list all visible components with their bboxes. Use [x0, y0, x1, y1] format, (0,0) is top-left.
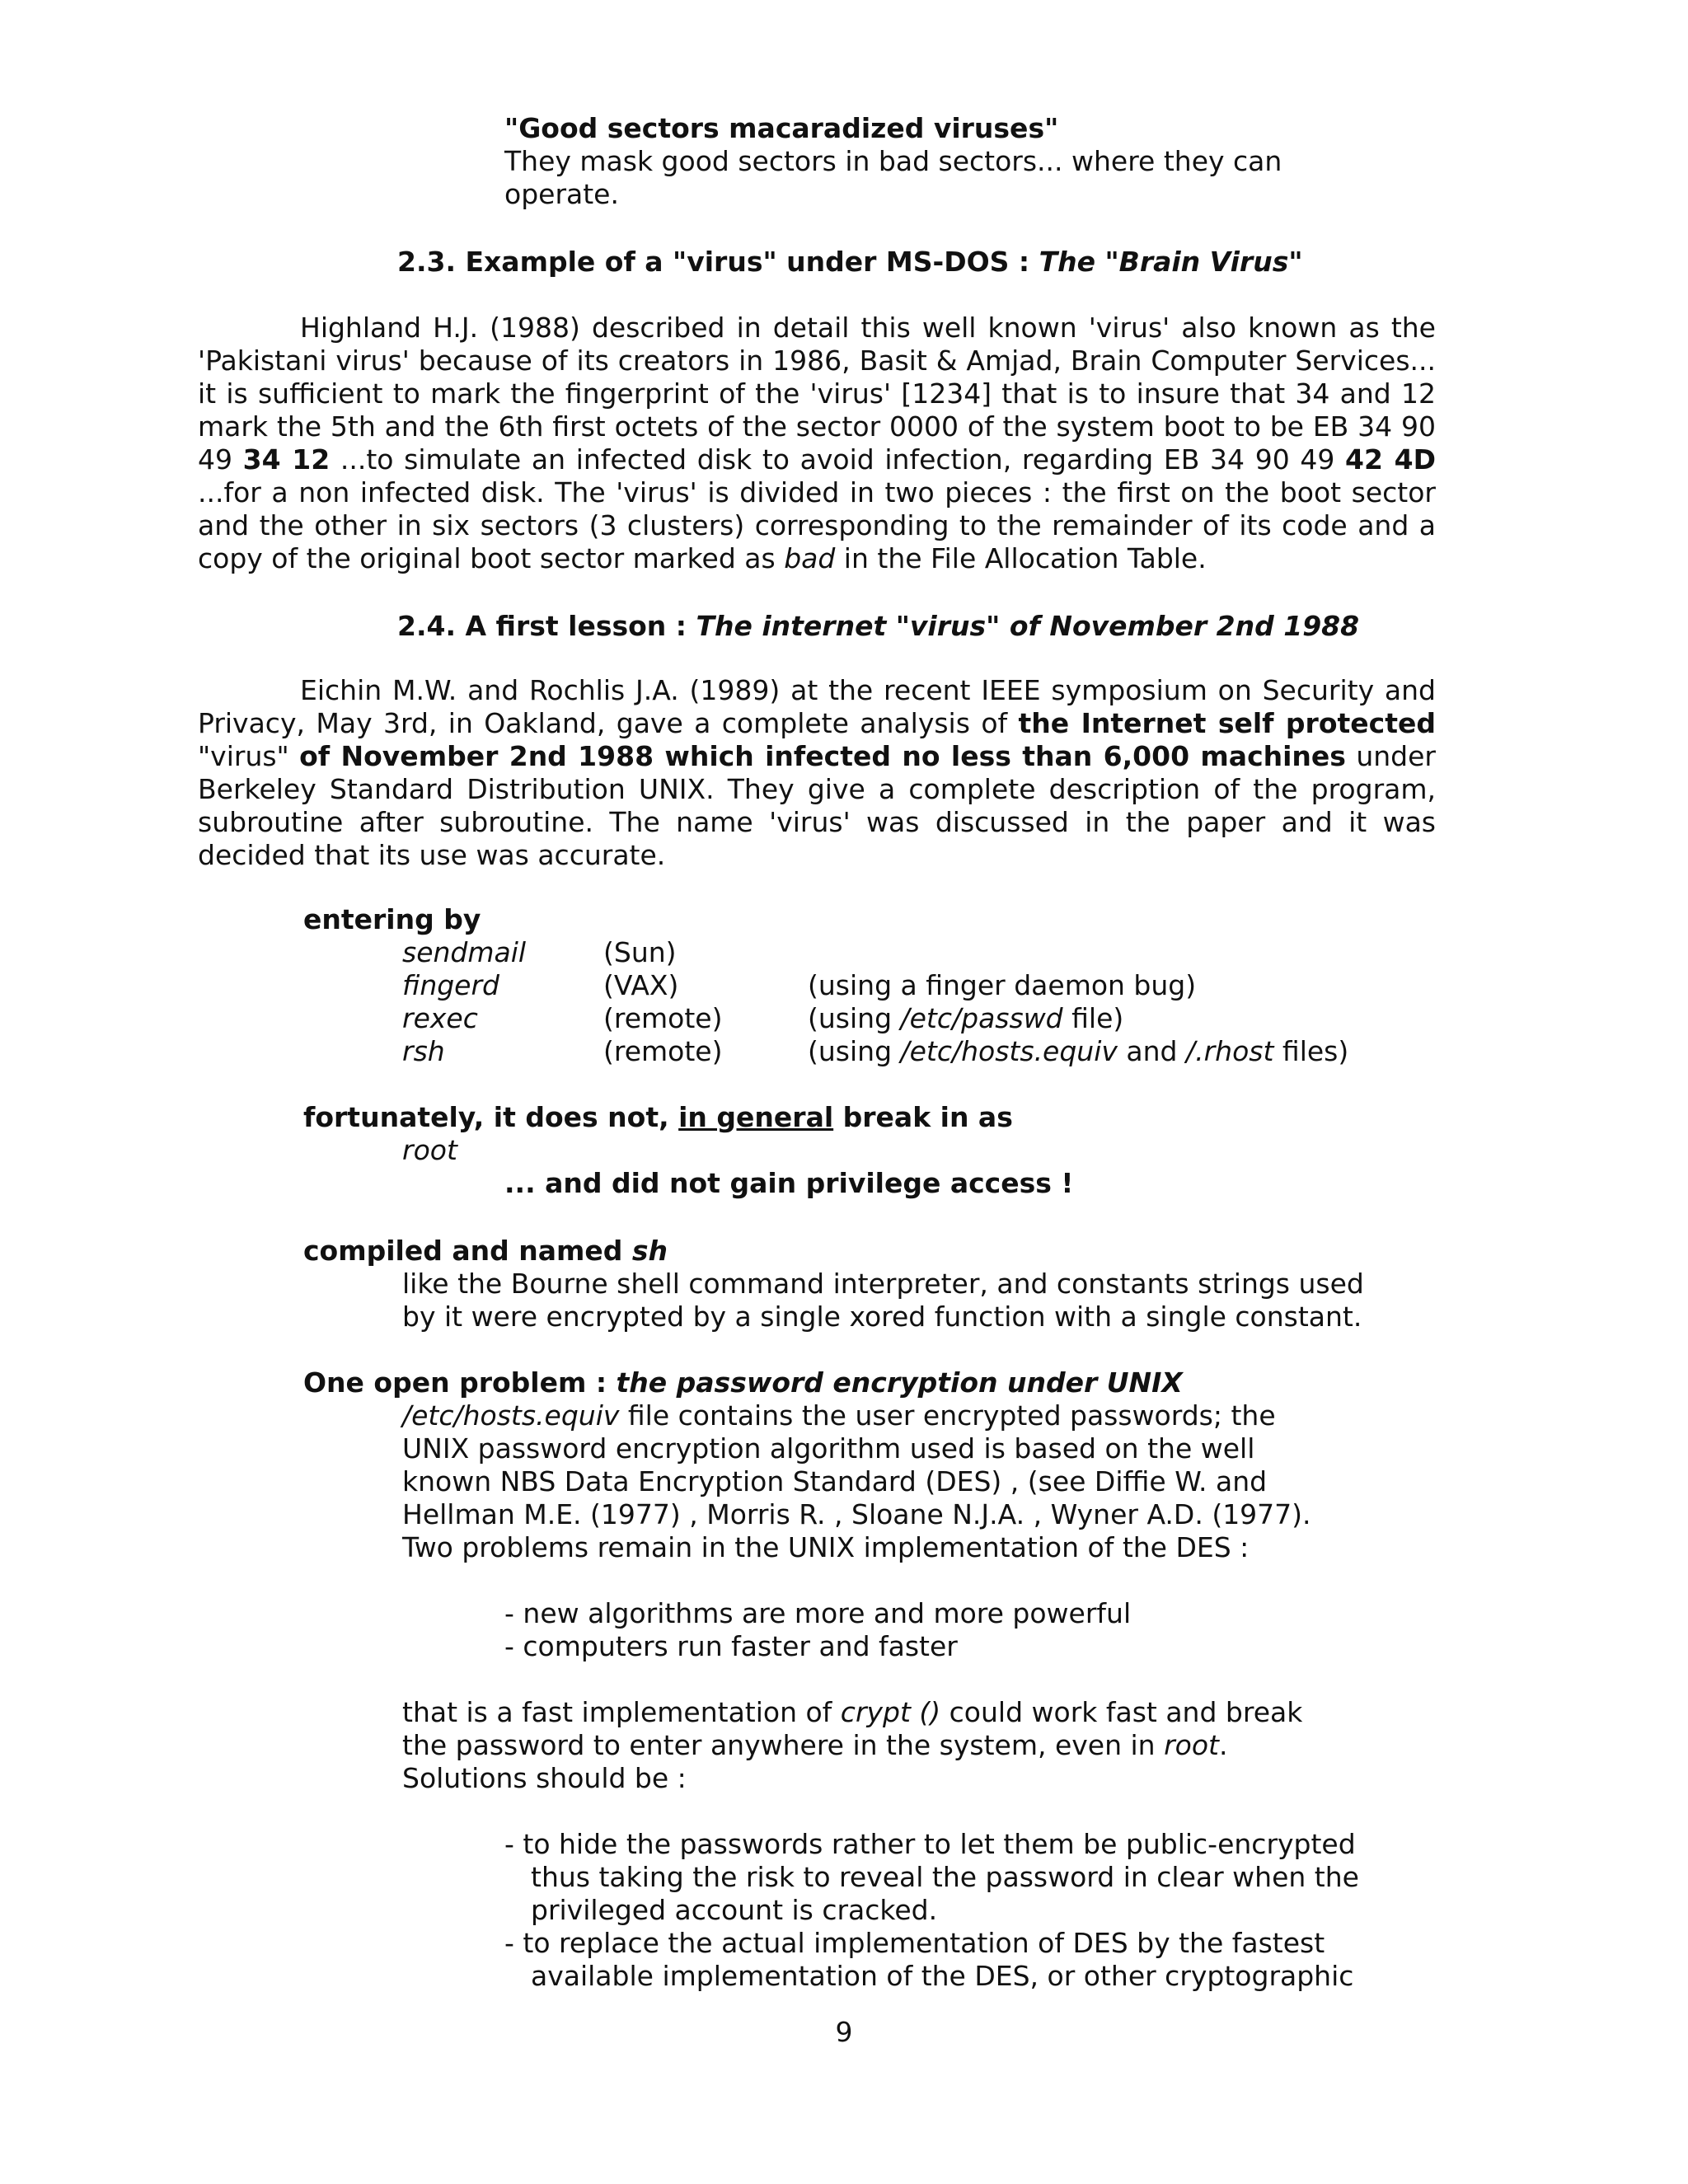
section-2-3-heading: [397, 246, 1551, 279]
page-number: 9: [835, 2016, 853, 2048]
list-item: - new algorithms are more and more powerful: [504, 1597, 1132, 1629]
fortunately-line: fortunately, it does not, in general break in as: [303, 1101, 1013, 1133]
conclusion-text: that is a fast implementation of crypt () could work fast and break the password to enter anywhere in the system, even in root. Solutions should be :: [402, 1696, 1303, 1794]
quote-text: They mask good sectors in bad sectors... where they can operate.: [504, 145, 1282, 210]
entering-heading: entering by: [303, 903, 481, 935]
list-item: - computers run faster and faster: [504, 1630, 958, 1662]
section-2-4-heading-prefix: 2.4. A first lesson :: [397, 610, 696, 642]
solutions-list: [504, 1828, 1378, 1993]
open-problem-heading: One open problem : the password encryption under UNIX: [303, 1366, 1183, 1399]
fortunately-line2: ... and did not gain privilege access !: [504, 1167, 1074, 1199]
section-2-4-paragraph: Eichin M.W. and Rochlis J.A. (1989) at the recent IEEE symposium on Security and Privacy, May 3rd, in Oakland, gave a complete analysis of the Internet self protected "virus" of November 2nd 1988 which infected no less than 6,000 machines under Berkeley Standard Distribution UNIX. They give a complete description of the program, subroutine after subroutine. The name 'virus' was discussed in the paper and it was decided that its use was accurate.: [198, 674, 1436, 871]
section-2-3-paragraph: Highland H.J. (1988) described in detail this well known 'virus' also known as the 'Pakistani virus' because of its creators in 1986, Basit & Amjad, Brain Computer Services... it is sufficient to mark the fingerprint of the 'virus' [1234] that is to insure that 34 and 12 mark the 5th and the 6th first octets of the sector 0000 of the system boot to be EB 34 90 49 34 12 ...to simulate an infected disk to avoid infection, regarding EB 34 90 49 42 4D ...for a non infected disk. The 'virus' is divided in two pieces : the first on the boot sector and the other in six sectors (3 clusters) corresponding to the remainder of its code and a copy of the original boot sector marked as bad in the File Allocation Table.: [198, 312, 1437, 574]
open-problem-text: /etc/hosts.equiv file contains the user encrypted passwords; the UNIX password encryption algorithm used is based on the well known NBS Data Encryption Standard (DES) , (see Diffie W. and Hellman M.E. (1977) , Morris R. , Sloane N.J.A. , Wyner A.D. (1977). Two problems remain in the UNIX implementation of the DES :: [402, 1399, 1311, 1563]
section-2-4-heading-title: The internet "virus" of November 2nd 1988: [696, 610, 1360, 642]
section-2-3-heading-title: The "Brain Virus": [1039, 246, 1303, 278]
entering-row: rsh (remote) (using /etc/hosts.equiv and /.rhost files): [402, 1035, 1349, 1067]
entering-row: fingerd (VAX) (using a finger daemon bug): [402, 969, 1197, 1001]
quote-heading: "Good sectors macaradized viruses": [504, 112, 1059, 144]
list-item: - to hide the passwords rather to let them be public-encrypted thus taking the risk to reveal the password in clear when the privileged account is cracked.: [504, 1828, 1359, 1926]
section-2-3-heading-prefix: 2.3. Example of a "virus" under MS-DOS :: [397, 246, 1039, 278]
problems-list: [504, 1597, 1411, 1663]
compiled-heading: compiled and named sh: [303, 1235, 668, 1267]
list-item: - to replace the actual implementation of DES by the fastest available implementation of the DES, or other cryptographic: [504, 1927, 1354, 1992]
section-2-4-heading: [397, 610, 1551, 643]
fortunately-root: root: [402, 1134, 457, 1166]
entering-row: rexec (remote) (using /etc/passwd file): [402, 1002, 1124, 1034]
intro-block: [504, 112, 1296, 211]
entering-row: sendmail (Sun): [402, 936, 677, 968]
compiled-text: like the Bourne shell command interpreter, and constants strings used by it were encrypted by a single xored function with a single constant.: [402, 1268, 1364, 1333]
